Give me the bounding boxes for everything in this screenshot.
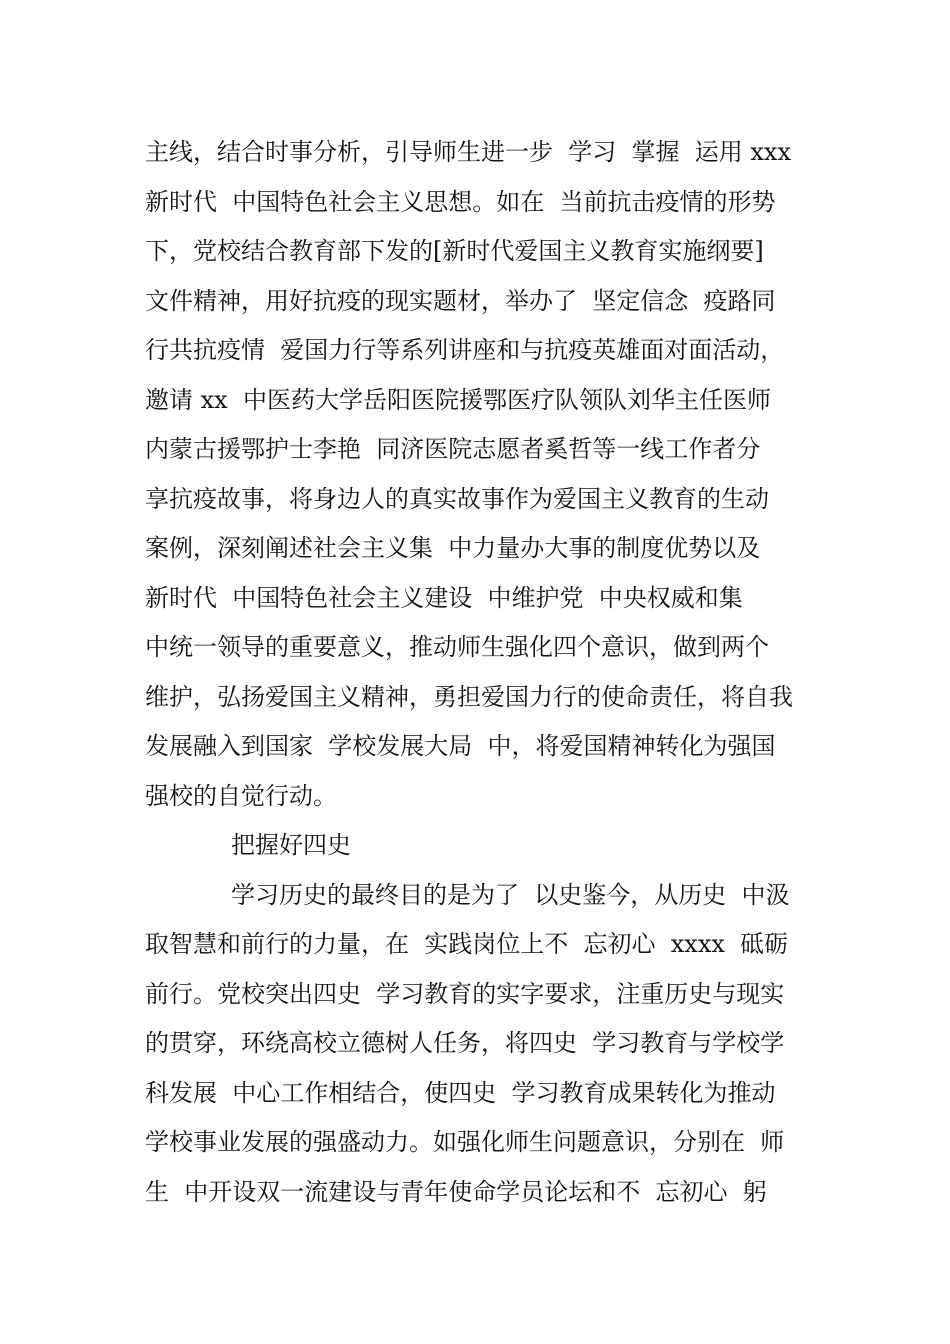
paragraph-line: 的贯穿，环绕高校立德树人任务，将四史 学习教育与学校学: [145, 1029, 785, 1057]
paragraph-line: 文件精神，用好抗疫的现实题材，举办了 坚定信念 疫路同: [145, 286, 776, 315]
paragraph-line: 内蒙古援鄂护士李艳 同济医院志愿者奚哲等一线工作者分: [145, 435, 761, 463]
section-heading: 把握好四史: [231, 831, 351, 859]
paragraph-line: 主线，结合时事分析，引导师生进一步 学习 掌握 运用 xxx: [145, 138, 792, 166]
paragraph-line: 生 中开设双一流建设与青年使命学员论坛和不 忘初心 躬: [145, 1177, 767, 1206]
paragraph-line: 取智慧和前行的力量，在 实践岗位上不 忘初心 xxxx 砥砺: [145, 930, 789, 958]
paragraph-line: 邀请 xx 中医药大学岳阳医院援鄂医疗队领队刘华主任医师: [145, 385, 771, 414]
paragraph-line: 强校的自觉行动。: [145, 781, 337, 810]
paragraph-line: 新时代 中国特色社会主义思想。如在 当前抗击疫情的形势: [145, 187, 776, 216]
body-text: [145, 128, 815, 1217]
paragraph-line: 享抗疫故事，将身边人的真实故事作为爱国主义教育的生动: [145, 484, 769, 513]
paragraph-line: 发展融入到国家 学校发展大局 中，将爱国精神转化为强国: [145, 732, 776, 760]
paragraph-line: 维护，弘扬爱国主义精神，勇担爱国力行的使命责任，将自我: [145, 682, 793, 711]
paragraph-line: 中统一领导的重要意义，推动师生强化四个意识，做到两个: [145, 633, 769, 661]
paragraph-line: 学校事业发展的强盛动力。如强化师生问题意识，分别在 师: [145, 1128, 785, 1156]
paragraph-line: 科发展 中心工作相结合，使四史 学习教育成果转化为推动: [145, 1078, 776, 1107]
paragraph-line: 新时代 中国特色社会主义建设 中维护党 中央权威和集: [145, 583, 743, 612]
paragraph-line: 案例，深刻阐述社会主义集 中力量办大事的制度优势以及: [145, 534, 761, 562]
paragraph-line: 前行。党校突出四史 学习教育的实字要求，注重历史与现实: [145, 979, 785, 1008]
paragraph-line: 行共抗疫情 爱国力行等系列讲座和与抗疫英雄面对面活动，: [145, 336, 785, 364]
paragraph-line: 学习历史的最终目的是为了 以史鉴今，从历史 中汲: [231, 880, 790, 909]
paragraph-line: 下，党校结合教育部下发的[新时代爱国主义教育实施纲要]: [145, 237, 764, 265]
